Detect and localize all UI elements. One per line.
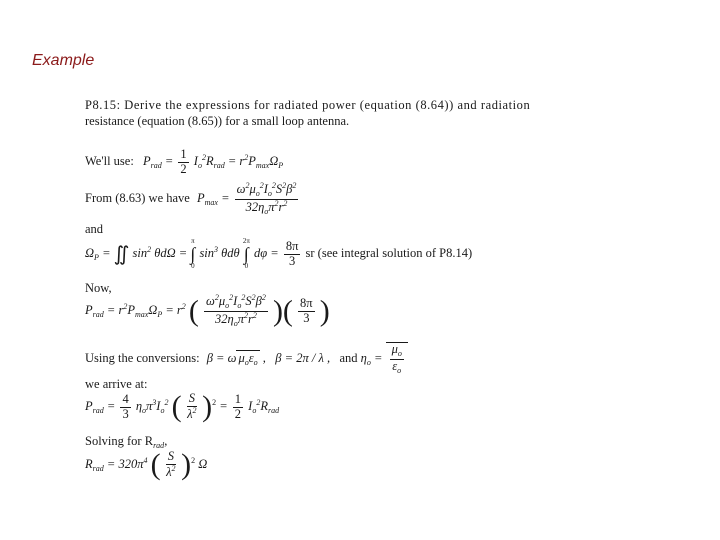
equation-we-use: We'll use: $P_{rad}$ = $\frac{1}{2}$ $I_o^2R_{rad} = r^2P_{max}\Omega_P$ [85, 147, 284, 176]
equation-prad-expanded: $P_{rad} = r^2P_{max}\Omega_P = r^2$ ( $\frac{\omega^2\mu_o^2I_o^2S^2\beta^2}{32\eta_o\pi^2r^2}$ )( $\frac{8\pi}{3}$ ) [85, 293, 330, 328]
problem-line-2: resistance (equation (8.65)) for a small loop antenna. [85, 114, 350, 128]
we-use-label: We'll use: [85, 154, 134, 169]
and-label: and [85, 222, 104, 236]
equation-pmax: From (8.63) we have $P_{max}$ = $\frac{\omega^2\mu_o^2I_o^2S^2\beta^2}{32\eta_o\pi^2r^2}$ [85, 181, 297, 216]
now-label: Now, [85, 281, 112, 295]
equation-conversions: Using the conversions: β = ω $\mu_o\varepsilon_o$ , β = 2π / λ , and $\eta_o$ = $\frac{\mu_o}{\varepsilon_o}$ [85, 342, 408, 376]
from-label: From (8.63) we have [85, 191, 190, 206]
sr-note: sr (see integral solution of P8.14) [305, 245, 473, 260]
equation-prad-result: $P_{rad}$ = $\frac{4}{3}$ $\eta_o\pi^3I_o^2$ ( $\frac{S}{\lambda^2}$ )$^2$ = $\frac{1}{2}$ $I_o^2R_{rad}$ [85, 390, 280, 423]
using-label: Using the conversions: [85, 351, 200, 366]
equation-rrad: $R_{rad} = 320\pi^4$ ( $\frac{S}{\lambda^2}$ )$^2$ Ω [85, 448, 208, 481]
equation-omega-p: $\Omega_P$ = ∬ $\sin^2 \theta d\Omega = \pi$ ∫ 0 $\sin^3 \theta d\theta$ 2π ∫ 0 dφ = $\frac{8\pi}{3}$ sr (see integral solution of P8.14) [85, 237, 473, 270]
solving-label: Solving for $R_{rad}$, [85, 434, 168, 450]
arrive-label: we arrive at: [85, 377, 148, 391]
problem-line-1: P8.15: Derive the expressions for radiated power (equation (8.64)) and radiation [85, 98, 531, 112]
and-eta-label: and [339, 351, 358, 366]
slide-title: Example [32, 52, 95, 69]
